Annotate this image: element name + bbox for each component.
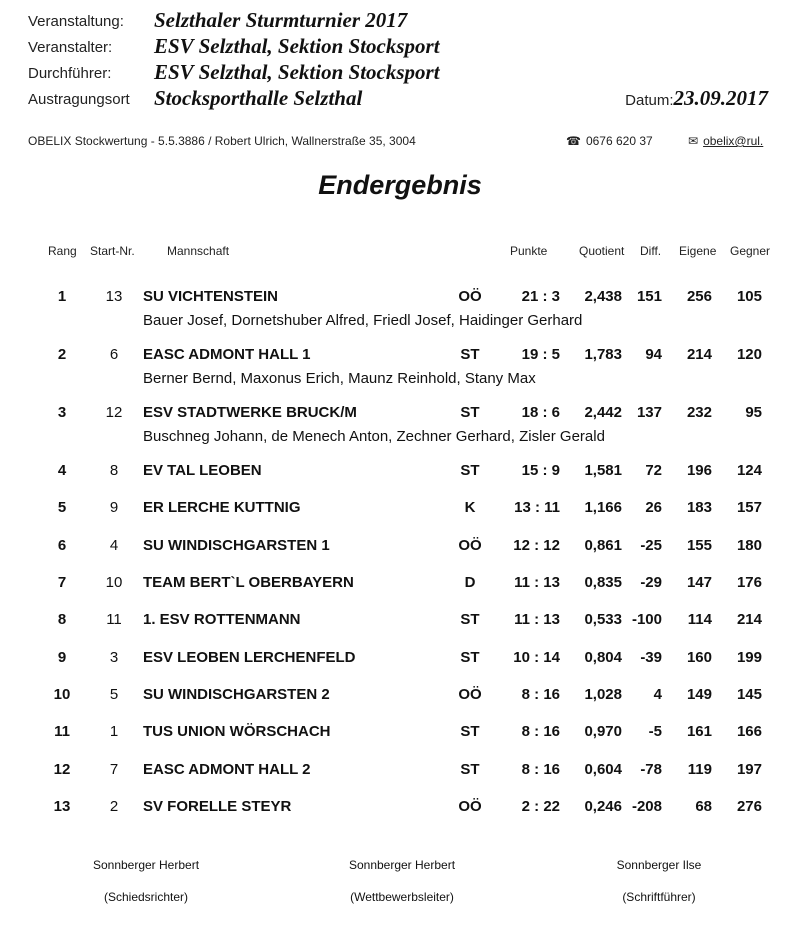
quotient-cell: 0,533 [584, 611, 622, 628]
team-members: Buschneg Johann, de Menech Anton, Zechner Gerhard, Zisler Gerald [143, 428, 605, 445]
table-row [0, 404, 800, 428]
rang-cell: 4 [57, 462, 67, 479]
col-head-start: Start-Nr. [90, 244, 135, 258]
start-cell: 9 [109, 499, 119, 516]
start-cell: 8 [109, 462, 119, 479]
eigene-cell: 155 [686, 537, 712, 554]
start-cell: 6 [109, 346, 119, 363]
quotient-cell: 0,835 [584, 574, 622, 591]
signature-name: Sonnberger Herbert [348, 858, 456, 872]
team-name: SV FORELLE STEYR [143, 798, 292, 815]
start-cell: 12 [105, 404, 123, 421]
country-cell: ST [460, 611, 480, 628]
col-head-punkte: Punkte [510, 244, 548, 258]
quotient-cell: 0,246 [584, 798, 622, 815]
meta-value: Selzthaler Sturmturnier 2017 [154, 8, 408, 32]
diff-cell: -5 [648, 723, 662, 740]
phone-number: 0676 620 37 [585, 134, 653, 148]
gegner-cell: 214 [736, 611, 762, 628]
country-cell: OÖ [458, 686, 482, 703]
meta-row-durchfuehrer [28, 60, 788, 84]
diff-cell: 94 [645, 346, 662, 363]
quotient-cell: 2,442 [584, 404, 622, 421]
gegner-cell: 166 [736, 723, 762, 740]
quotient-cell: 1,166 [584, 499, 622, 516]
start-cell: 11 [106, 611, 122, 628]
meta-label: Austragungsort [28, 91, 130, 108]
eigene-cell: 119 [687, 761, 712, 778]
country-cell: ST [460, 723, 480, 740]
diff-cell: -39 [640, 649, 662, 666]
rang-cell: 3 [57, 404, 67, 421]
team-members: Bauer Josef, Dornetshuber Alfred, Friedl Josef, Haidinger Gerhard [143, 312, 583, 329]
eigene-cell: 160 [686, 649, 712, 666]
diff-cell: -100 [631, 611, 662, 628]
team-members: Berner Bernd, Maxonus Erich, Maunz Reinhold, Stany Max [143, 370, 536, 387]
points-cell: 18 : 6 [521, 404, 560, 421]
quotient-cell: 0,804 [584, 649, 622, 666]
signature-role: (Schriftführer) [622, 890, 696, 904]
software-info: OBELIX Stockwertung - 5.5.3886 / Robert Ulrich, Wallnerstraße 35, 3004 [28, 134, 416, 148]
points-cell: 19 : 5 [521, 346, 560, 363]
team-name: ESV STADTWERKE BRUCK/M [143, 404, 357, 421]
col-head-eigene: Eigene [679, 244, 717, 258]
table-row [0, 761, 800, 785]
country-cell: OÖ [458, 798, 482, 815]
start-cell: 2 [109, 798, 119, 815]
diff-cell: -25 [640, 537, 662, 554]
meta-value: ESV Selzthal, Sektion Stocksport [154, 60, 440, 84]
country-cell: ST [460, 649, 480, 666]
gegner-cell: 180 [736, 537, 762, 554]
meta-label: Durchführer: [28, 65, 112, 82]
team-name: ESV LEOBEN LERCHENFELD [143, 649, 356, 666]
signature-role: (Wettbewerbsleiter) [350, 890, 454, 904]
rang-cell: 12 [53, 761, 71, 778]
table-row [0, 288, 800, 312]
quotient-cell: 1,581 [584, 462, 622, 479]
eigene-cell: 183 [686, 499, 712, 516]
diff-cell: 151 [636, 288, 662, 305]
eigene-cell: 232 [686, 404, 712, 421]
diff-cell: 26 [645, 499, 662, 516]
rang-cell: 5 [57, 499, 67, 516]
signature-name: Sonnberger Herbert [92, 858, 200, 872]
rang-cell: 10 [53, 686, 71, 703]
rang-cell: 2 [57, 346, 67, 363]
diff-cell: 4 [653, 686, 662, 703]
points-cell: 11 : 13 [514, 574, 560, 591]
team-name: 1. ESV ROTTENMANN [143, 611, 301, 628]
email-link[interactable]: obelix@rul. [703, 134, 764, 148]
points-cell: 21 : 3 [521, 288, 560, 305]
table-row [0, 462, 800, 486]
signature-role: (Schiedsrichter) [103, 890, 189, 904]
gegner-cell: 120 [736, 346, 762, 363]
eigene-cell: 149 [686, 686, 712, 703]
diff-cell: -208 [631, 798, 662, 815]
meta-label: Veranstalter: [28, 39, 113, 56]
gegner-cell: 197 [736, 761, 762, 778]
start-cell: 1 [109, 723, 119, 740]
meta-row-veranstaltung [28, 8, 788, 32]
diff-cell: 137 [636, 404, 662, 421]
eigene-cell: 196 [686, 462, 712, 479]
meta-label: Veranstaltung: [28, 13, 124, 30]
start-cell: 10 [105, 574, 123, 591]
table-row [0, 537, 800, 561]
team-name: EV TAL LEOBEN [143, 462, 262, 479]
col-head-quotient: Quotient [579, 244, 625, 258]
eigene-cell: 161 [686, 723, 712, 740]
points-cell: 11 : 13 [514, 611, 560, 628]
start-cell: 5 [109, 686, 119, 703]
gegner-cell: 124 [736, 462, 762, 479]
start-cell: 7 [109, 761, 119, 778]
meta-value: Stocksporthalle Selzthal [154, 86, 363, 110]
quotient-cell: 2,438 [584, 288, 622, 305]
col-head-team: Mannschaft [167, 244, 230, 258]
quotient-cell: 1,783 [584, 346, 622, 363]
points-cell: 15 : 9 [521, 462, 560, 479]
col-head-diff: Diff. [640, 244, 662, 258]
start-cell: 13 [105, 288, 123, 305]
rang-cell: 9 [57, 649, 67, 666]
country-cell: OÖ [458, 288, 482, 305]
datum [625, 86, 768, 111]
page-title: Endergebnis [318, 170, 482, 200]
team-name: TEAM BERT`L OBERBAYERN [143, 574, 354, 591]
quotient-cell: 1,028 [584, 686, 622, 703]
phone-icon: ☎ [566, 134, 581, 148]
team-name: ER LERCHE KUTTNIG [143, 499, 301, 516]
points-cell: 8 : 16 [521, 761, 560, 778]
start-cell: 3 [109, 649, 119, 666]
country-cell: ST [460, 346, 480, 363]
gegner-cell: 145 [736, 686, 762, 703]
eigene-cell: 214 [686, 346, 712, 363]
team-name: SU WINDISCHGARSTEN 2 [143, 686, 330, 703]
diff-cell: 72 [645, 462, 662, 479]
country-cell: D [464, 574, 476, 591]
team-name: EASC ADMONT HALL 1 [143, 346, 311, 363]
meta-row-veranstalter [28, 34, 788, 58]
eigene-cell: 114 [687, 611, 712, 628]
eigene-cell: 147 [686, 574, 712, 591]
eigene-cell: 256 [686, 288, 712, 305]
country-cell: OÖ [458, 537, 482, 554]
points-cell: 13 : 11 [514, 499, 560, 516]
col-head-gegner: Gegner [730, 244, 771, 258]
rang-cell: 6 [57, 537, 67, 554]
points-cell: 12 : 12 [513, 537, 560, 554]
points-cell: 10 : 14 [513, 649, 560, 666]
eigene-cell: 68 [695, 798, 712, 815]
datum-label: Datum: [625, 92, 674, 109]
points-cell: 2 : 22 [521, 798, 560, 815]
quotient-cell: 0,970 [584, 723, 622, 740]
table-row [0, 611, 800, 635]
rang-cell: 13 [53, 798, 71, 815]
quotient-cell: 0,861 [584, 537, 622, 554]
rang-cell: 11 [54, 723, 70, 740]
datum-value: 23.09.2017 [673, 86, 768, 110]
team-name: EASC ADMONT HALL 2 [143, 761, 311, 778]
signature-schriftfuehrer [549, 858, 769, 904]
country-cell: K [464, 499, 476, 516]
team-name: SU VICHTENSTEIN [143, 288, 279, 305]
table-row [0, 798, 800, 822]
gegner-cell: 176 [736, 574, 762, 591]
meta-value: ESV Selzthal, Sektion Stocksport [154, 34, 440, 58]
diff-cell: -78 [640, 761, 662, 778]
team-name: SU WINDISCHGARSTEN 1 [143, 537, 330, 554]
gegner-cell: 157 [736, 499, 762, 516]
email [688, 134, 763, 148]
start-cell: 4 [109, 537, 119, 554]
signature-name: Sonnberger Ilse [616, 858, 702, 872]
gegner-cell: 199 [736, 649, 762, 666]
gegner-cell: 105 [736, 288, 762, 305]
gegner-cell: 276 [736, 798, 762, 815]
signature-wettbewerbsleiter [292, 858, 512, 904]
country-cell: ST [460, 462, 480, 479]
table-row [0, 574, 800, 598]
points-cell: 8 : 16 [521, 723, 560, 740]
quotient-cell: 0,604 [584, 761, 622, 778]
country-cell: ST [460, 761, 480, 778]
diff-cell: -29 [640, 574, 662, 591]
team-name: TUS UNION WÖRSCHACH [143, 723, 331, 740]
envelope-icon: ✉ [688, 134, 699, 148]
rang-cell: 8 [57, 611, 67, 628]
table-row [0, 346, 800, 370]
table-row [0, 649, 800, 673]
table-row [0, 686, 800, 710]
gegner-cell: 95 [745, 404, 762, 421]
table-row [0, 723, 800, 747]
col-head-rang: Rang [48, 244, 77, 258]
country-cell: ST [460, 404, 480, 421]
rang-cell: 7 [57, 574, 67, 591]
points-cell: 8 : 16 [521, 686, 560, 703]
phone [566, 134, 653, 148]
signature-schiedsrichter [36, 858, 256, 904]
table-row [0, 499, 800, 523]
rang-cell: 1 [57, 288, 67, 305]
